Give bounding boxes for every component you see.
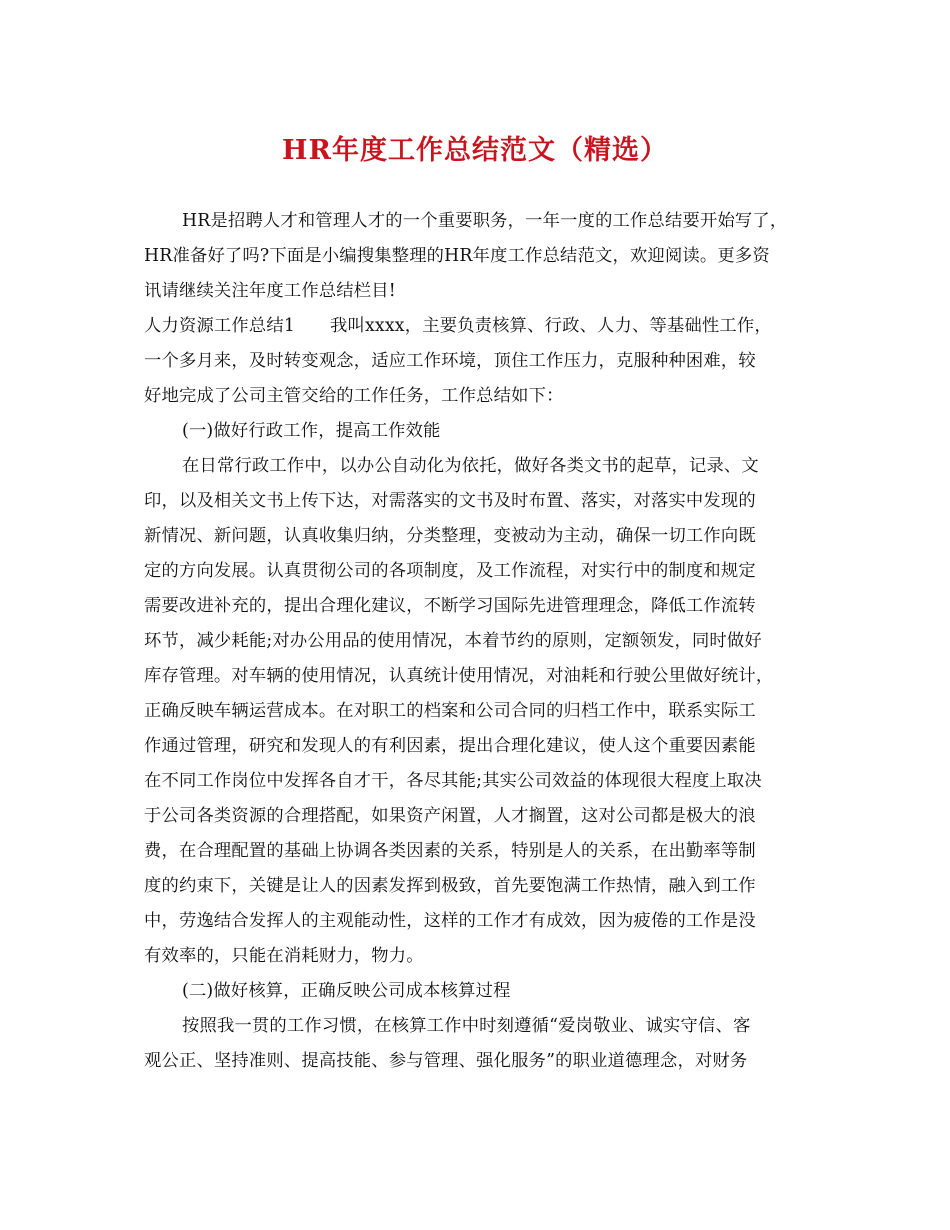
section-heading: (二)做好核算，正确反映公司成本核算过程 — [182, 981, 511, 1001]
paragraph-line: 于公司各类资源的合理搭配，如果资产闲置，人才搁置，这对公司都是极大的浪 — [144, 806, 756, 826]
paragraph-line: 度的约束下，关键是让人的因素发挥到极致，首先要饱满工作热情，融入到工作 — [144, 876, 756, 896]
paragraph-line: 讯请继续关注年度工作总结栏目! — [144, 281, 396, 301]
document-title: HR年度工作总结范文（精选） — [282, 135, 668, 166]
paragraph-line: HR是招聘人才和管理人才的一个重要职务，一年一度的工作总结要开始写了， — [182, 211, 788, 231]
paragraph-line: HR准备好了吗?下面是小编搜集整理的HR年度工作总结范文，欢迎阅读。更多资 — [144, 246, 770, 266]
paragraph-line: 好地完成了公司主管交给的工作任务，工作总结如下： — [144, 386, 564, 406]
paragraph-line: 在日常行政工作中，以办公自动化为依托，做好各类文书的起草，记录、文 — [182, 456, 759, 476]
paragraph-line: 费，在合理配置的基础上协调各类因素的关系，特别是人的关系，在出勤率等制 — [144, 841, 756, 861]
paragraph-line: 人力资源工作总结1 我叫xxxx，主要负责核算、行政、人力、等基础性工作， — [144, 316, 772, 336]
paragraph-line: 正确反映车辆运营成本。在对职工的档案和公司合同的归档工作中，联系实际工 — [144, 701, 756, 721]
paragraph-line: 需要改进补充的，提出合理化建议，不断学习国际先进管理理念，降低工作流转 — [144, 596, 756, 616]
paragraph-line: 印，以及相关文书上传下达，对需落实的文书及时布置、落实，对落实中发现的 — [144, 491, 756, 511]
section-heading: (一)做好行政工作，提高工作效能 — [182, 421, 441, 441]
paragraph-line: 库存管理。对车辆的使用情况，认真统计使用情况，对油耗和行驶公里做好统计， — [144, 666, 774, 686]
paragraph-line: 按照我一贯的工作习惯，在核算工作中时刻遵循“爱岗敬业、诚实守信、客 — [182, 1016, 751, 1036]
paragraph-line: 中，劳逸结合发挥人的主观能动性，这样的工作才有成效，因为疲倦的工作是没 — [144, 911, 756, 931]
paragraph-line: 环节，减少耗能;对办公用品的使用情况，本着节约的原则，定额领发，同时做好 — [144, 631, 762, 651]
paragraph-line: 定的方向发展。认真贯彻公司的各项制度，及工作流程，对实行中的制度和规定 — [144, 561, 756, 581]
paragraph-line: 有效率的，只能在消耗财力，物力。 — [144, 946, 424, 966]
paragraph-line: 在不同工作岗位中发挥各自才干，各尽其能;其实公司效益的体现很大程度上取决 — [144, 771, 762, 791]
paragraph-line: 一个多月来，及时转变观念，适应工作环境，顶住工作压力，克服种种困难，较 — [144, 351, 756, 371]
paragraph-line: 新情况、新问题，认真收集归纳，分类整理，变被动为主动，确保一切工作向既 — [144, 526, 756, 546]
paragraph-line: 作通过管理，研究和发现人的有利因素，提出合理化建议，使人这个重要因素能 — [144, 736, 756, 756]
paragraph-line: 观公正、坚持准则、提高技能、参与管理、强化服务”的职业道德理念，对财务 — [144, 1051, 748, 1071]
